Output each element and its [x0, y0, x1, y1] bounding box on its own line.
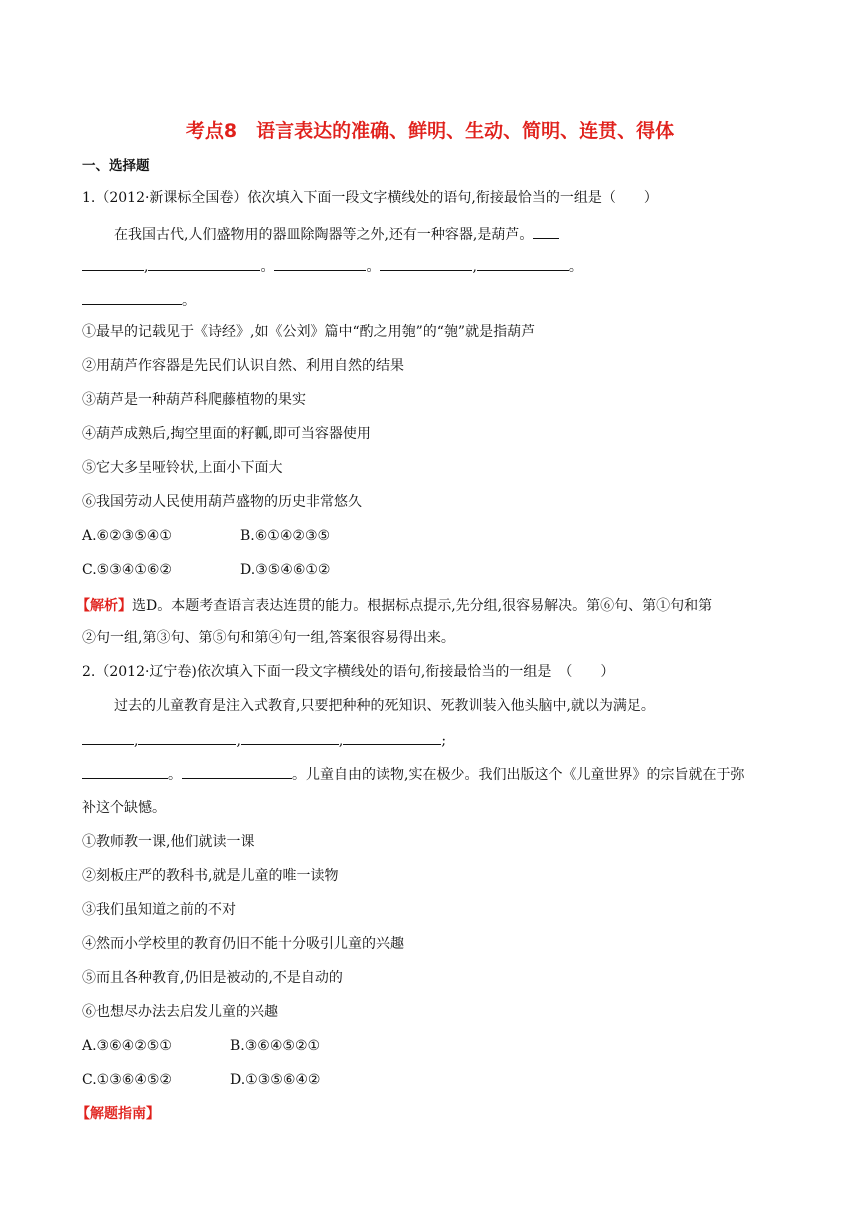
answer-blank — [82, 730, 134, 745]
answer-blank — [82, 290, 182, 305]
option-a[interactable]: A.⑥②③⑤④① — [82, 528, 172, 544]
analysis-text: 选D。本题考查语言表达连贯的能力。根据标点提示,先分组,很容易解决。第⑥句、第①句和第 — [132, 598, 713, 614]
options-row — [82, 560, 330, 580]
option-a[interactable]: A.③⑥④②⑤① — [82, 1038, 172, 1054]
question-1-stem: 1.（2012·新课标全国卷）依次填入下面一段文字横线处的语句,衔接最恰当的一组是（ ） — [82, 190, 658, 206]
punct-semicolon: ; — [441, 733, 447, 749]
passage-tail: 儿童自由的读物,实在极少。我们出版这个《儿童世界》的宗旨就在于弥 — [306, 767, 745, 783]
list-item: ⑥我国劳动人民使用葫芦盛物的历史非常悠久 — [82, 494, 362, 510]
option-b[interactable]: B.③⑥④⑤②① — [230, 1038, 321, 1054]
list-item: ④然而小学校里的教育仍旧不能十分吸引儿童的兴趣 — [82, 936, 404, 952]
answer-blank — [148, 256, 260, 271]
options-row — [82, 526, 330, 546]
punct-period: 。 — [168, 767, 182, 783]
punct-period: 。 — [568, 259, 583, 275]
section-heading: 一、选择题 — [82, 158, 150, 174]
list-item: ⑤它大多呈哑铃状,上面小下面大 — [82, 460, 283, 476]
passage-tail-2: 补这个缺憾。 — [82, 800, 166, 816]
punct-comma: , — [134, 733, 139, 749]
option-d[interactable]: D.③⑤④⑥①② — [240, 562, 331, 578]
list-item: ⑤而且各种教育,仍旧是被动的,不是自动的 — [82, 970, 343, 986]
answer-blank — [82, 256, 144, 271]
passage-text: 在我国古代,人们盛物用的器皿除陶器等之外,还有一种容器,是葫芦。 — [114, 227, 534, 243]
list-item: ⑥也想尽办法去启发儿童的兴趣 — [82, 1004, 278, 1020]
list-item: ②用葫芦作容器是先民们认识自然、利用自然的结果 — [82, 358, 404, 374]
list-item: ②刻板庄严的教科书,就是儿童的唯一读物 — [82, 868, 339, 884]
punct-comma: , — [144, 259, 149, 275]
punct-period: 。 — [182, 293, 196, 309]
punct-comma: , — [236, 733, 241, 749]
punct-comma: , — [472, 259, 477, 275]
options-row — [82, 1036, 320, 1056]
punct-period: 。 — [292, 767, 306, 783]
punct-comma: , — [338, 733, 344, 749]
list-item: ①最早的记载见于《诗经》,如《公刘》篇中“酌之用匏”的“匏”就是指葫芦 — [82, 324, 536, 340]
answer-blank — [274, 256, 366, 271]
analysis-label: 【解析】 — [76, 598, 132, 614]
option-c[interactable]: C.①③⑥④⑤② — [82, 1072, 172, 1088]
options-row — [82, 1070, 320, 1090]
question-2-blanks-row — [82, 730, 446, 751]
punct-period: 。 — [260, 259, 275, 275]
question-1-passage — [114, 224, 559, 245]
question-1-blanks-row-2 — [82, 290, 196, 311]
answer-blank — [182, 764, 292, 779]
list-item: ③我们虽知道之前的不对 — [82, 902, 236, 918]
page-title: 考点8 语言表达的准确、鲜明、生动、简明、连贯、得体 — [185, 120, 675, 142]
question-2-stem: 2.（2012·辽宁卷)依次填入下面一段文字横线处的语句,衔接最恰当的一组是 （ ） — [82, 664, 615, 680]
answer-blank — [477, 256, 569, 271]
answer-blank — [380, 256, 472, 271]
answer-blank — [138, 730, 236, 745]
option-c[interactable]: C.⑤③④①⑥② — [82, 562, 172, 578]
guide-label: 【解题指南】 — [76, 1106, 160, 1122]
list-item: ①教师教一课,他们就读一课 — [82, 834, 255, 850]
option-d[interactable]: D.①③⑤⑥④② — [230, 1072, 321, 1088]
punct-period: 。 — [366, 259, 381, 275]
option-b[interactable]: B.⑥①④②③⑤ — [240, 528, 331, 544]
question-1-blanks-row — [82, 256, 583, 277]
answer-blank — [241, 730, 339, 745]
list-item: ③葫芦是一种葫芦科爬藤植物的果实 — [82, 392, 306, 408]
analysis-line — [76, 596, 712, 616]
answer-blank — [533, 224, 559, 239]
list-item: ④葫芦成熟后,掏空里面的籽瓤,即可当容器使用 — [82, 426, 371, 442]
analysis-line-2: ②句一组,第③句、第⑤句和第④句一组,答案很容易得出来。 — [82, 630, 455, 646]
answer-blank — [82, 764, 168, 779]
answer-blank — [343, 730, 441, 745]
question-2-blanks-row-2 — [82, 764, 744, 785]
question-2-passage: 过去的儿童教育是注入式教育,只要把种种的死知识、死教训装入他头脑中,就以为满足。 — [114, 698, 655, 714]
